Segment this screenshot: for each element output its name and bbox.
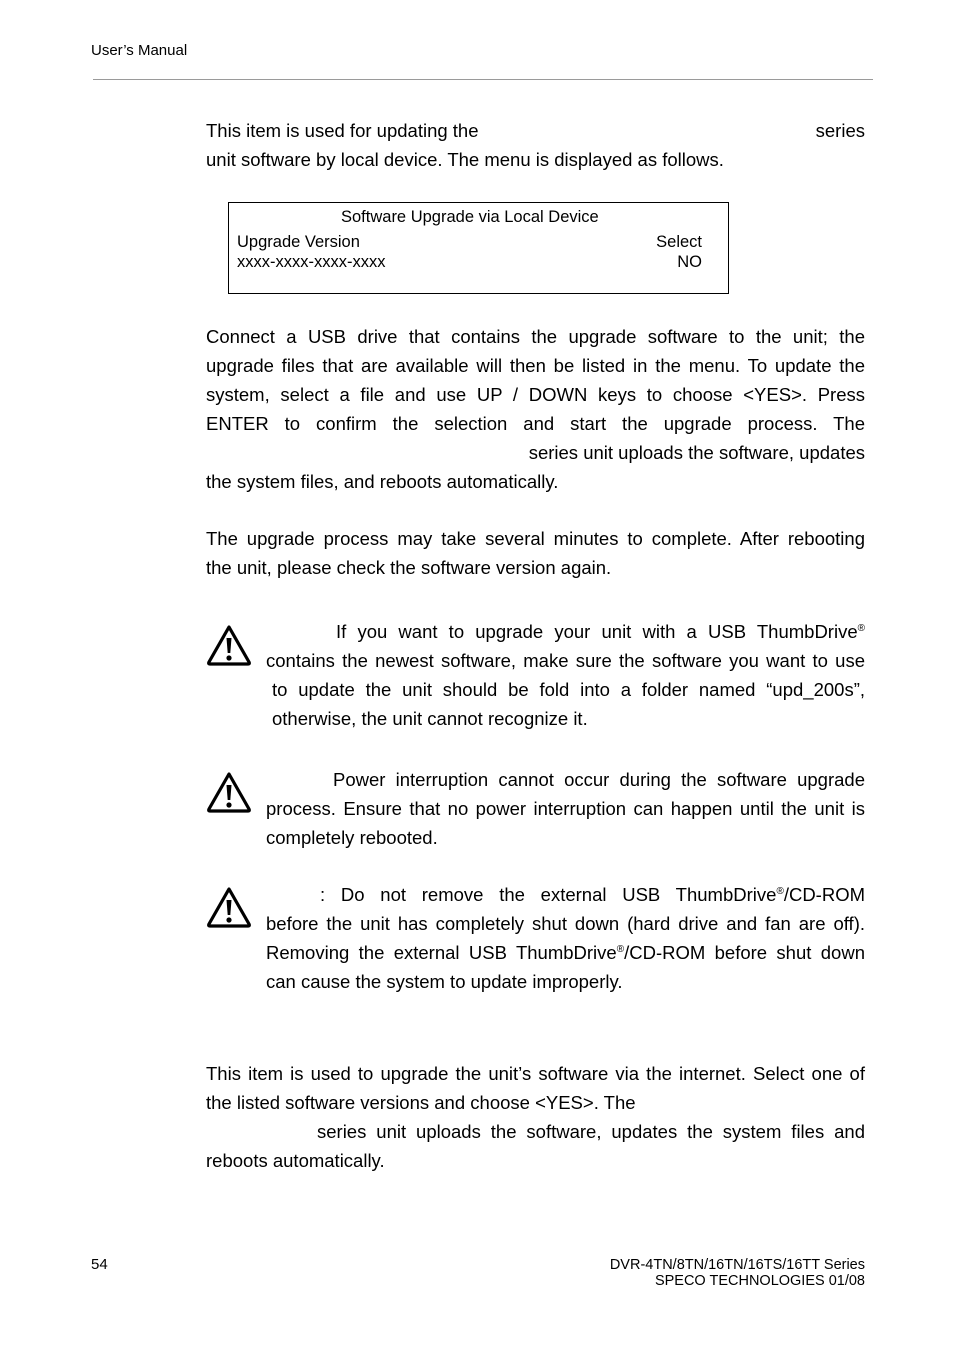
intro-line-1-end: series [815,120,865,141]
connect-line-1: Connect a USB drive that contains the upgrade software to the unit; the [206,326,865,347]
internet-line-2: the listed software versions and choose <YES>. The [206,1092,636,1113]
menu-title: Software Upgrade via Local Device [341,208,599,226]
note1-line-4: otherwise, the unit cannot recognize it. [272,708,588,729]
process-line-2: the unit, please check the software version again. [206,557,612,578]
local-upgrade-menu [228,202,729,294]
intro-paragraph [206,116,865,174]
note-do-not-remove [266,880,865,996]
note3-line-4: can cause the system to update improperly. [266,971,623,992]
menu-select-value[interactable]: NO [677,253,702,271]
connect-line-3: system, select a file and use UP / DOWN keys to choose <YES>. Press [206,384,865,405]
connect-line-6: the system files, and reboots automatically. [206,471,559,492]
footer-series: DVR-4TN/8TN/16TN/16TS/16TT Series [609,1257,865,1273]
note-power-interruption [266,765,865,852]
note2-line-2: process. Ensure that no power interruption can happen until the unit is [266,798,865,819]
process-paragraph [206,524,865,582]
connect-line-2: upgrade files that are available will then be listed in the menu. To update the [206,355,865,376]
intro-line-1 [206,116,865,145]
warning-icon [206,771,252,813]
note3-line-1: : Do not remove the external USB ThumbDrive®/CD-ROM [320,884,865,905]
note1-line-3: to update the unit should be fold into a folder named “upd_200s”, [272,679,865,700]
process-line-1: The upgrade process may take several minutes to complete. After rebooting [206,528,865,549]
menu-version-row[interactable] [237,253,702,272]
note2-line-1: Power interruption cannot occur during the software upgrade [333,769,865,790]
connect-paragraph [206,322,865,496]
note-usb-folder [266,617,865,733]
menu-header-row [237,233,702,252]
note3-line-3: Removing the external USB ThumbDrive®/CD-ROM before shut down [266,942,865,963]
menu-version-value: xxxx-xxxx-xxxx-xxxx [237,253,386,271]
internet-line-4: reboots automatically. [206,1150,385,1171]
menu-col-select-header: Select [656,233,702,251]
page-number: 54 [91,1256,108,1273]
note1-line-2: contains the newest software, make sure the software you want to use [266,650,865,671]
internet-line-1: This item is used to upgrade the unit’s software via the internet. Select one of [206,1063,865,1084]
intro-line-1-start: This item is used for updating the [206,120,479,141]
warning-icon [206,886,252,928]
footer-info [610,1257,865,1289]
internet-paragraph [206,1059,865,1175]
connect-line-4: ENTER to confirm the selection and start the upgrade process. The [206,413,865,434]
intro-line-2: unit software by local device. The menu is displayed as follows. [206,149,724,170]
header-divider [93,79,873,80]
internet-line-3: series unit uploads the software, updates the system files and [317,1121,865,1142]
note2-line-3: completely rebooted. [266,827,438,848]
header-title: User’s Manual [91,42,188,59]
warning-icon [206,624,252,666]
footer-company: SPECO TECHNOLOGIES 01/08 [654,1273,865,1289]
note3-line-2: before the unit has completely shut down (hard drive and fan are off). [266,913,865,934]
menu-col-version-header: Upgrade Version [237,233,360,251]
note1-line-1: If you want to upgrade your unit with a USB ThumbDrive® [336,621,865,642]
connect-line-5: series unit uploads the software, updates [528,442,865,463]
